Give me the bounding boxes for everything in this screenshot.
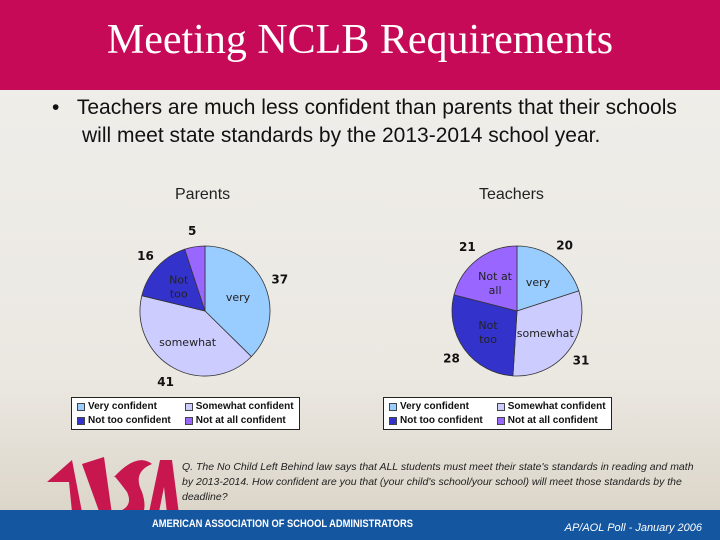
parents-legend (71, 397, 300, 430)
slice-label: too (479, 333, 497, 347)
slice-label: Not (169, 273, 189, 287)
data-label: 31 (572, 353, 590, 368)
legend-swatch (77, 403, 85, 411)
legend-label: Not at all confident (195, 415, 286, 426)
legend-label: Not at all confident (507, 415, 598, 426)
legend-label: Somewhat confident (195, 401, 294, 412)
data-label: 28 (443, 351, 460, 366)
slice-label: somewhat (159, 336, 217, 350)
slice-label: Not (478, 319, 498, 333)
teachers-legend (383, 397, 612, 430)
slice-label: all (488, 283, 502, 297)
legend-swatch (185, 417, 193, 425)
parents-chart-title: Parents (175, 186, 231, 203)
legend-item (77, 415, 171, 426)
data-label: 5 (188, 224, 197, 239)
slice-label: very (525, 276, 551, 290)
legend-item (77, 401, 171, 412)
slice-label: too (169, 287, 188, 301)
poll-source: AP/AOL Poll - January 2006 (564, 522, 702, 534)
data-label: 37 (271, 272, 289, 287)
legend-item (389, 415, 483, 426)
legend-label: Very confident (88, 401, 157, 412)
legend-swatch (185, 403, 193, 411)
legend-label: Somewhat confident (507, 401, 606, 412)
legend-item (389, 401, 483, 412)
legend-swatch (497, 403, 505, 411)
slide-title: Meeting NCLB Requirements (106, 17, 614, 63)
data-label: 20 (556, 238, 573, 253)
data-label: 16 (137, 249, 154, 264)
legend-swatch (389, 403, 397, 411)
legend-label: Not too confident (88, 415, 171, 426)
legend-label: Very confident (400, 401, 469, 412)
bullet-text: Teachers are much less confident than parents that their schools will meet state standards by the 2013-2014 school year. (76, 96, 677, 147)
legend-swatch (77, 417, 85, 425)
data-label: 41 (157, 374, 174, 389)
teachers-chart-title: Teachers (479, 186, 544, 203)
legend-item (185, 401, 294, 412)
organization-name: AMERICAN ASSOCIATION OF SCHOOL ADMINISTRATORS (152, 518, 413, 530)
legend-item (185, 415, 294, 426)
legend-swatch (389, 417, 397, 425)
slice-label: Not at (478, 269, 513, 283)
legend-swatch (497, 417, 505, 425)
data-label: 21 (459, 239, 476, 254)
legend-label: Not too confident (400, 415, 483, 426)
slice-label: very (225, 291, 251, 305)
slice-label: somewhat (516, 326, 574, 340)
survey-question: Q. The No Child Left Behind law says that ALL students must meet their state's standards in reading and math by 2013-2014. How confident are you that (your child's school/your school) will meet those standards by the deadline? (182, 461, 694, 503)
legend-item (497, 415, 606, 426)
bullet-point: • Teachers are much less confident than parents that their schools will meet state standards by the 2013-2014 school year. (52, 96, 677, 147)
legend-item (497, 401, 606, 412)
